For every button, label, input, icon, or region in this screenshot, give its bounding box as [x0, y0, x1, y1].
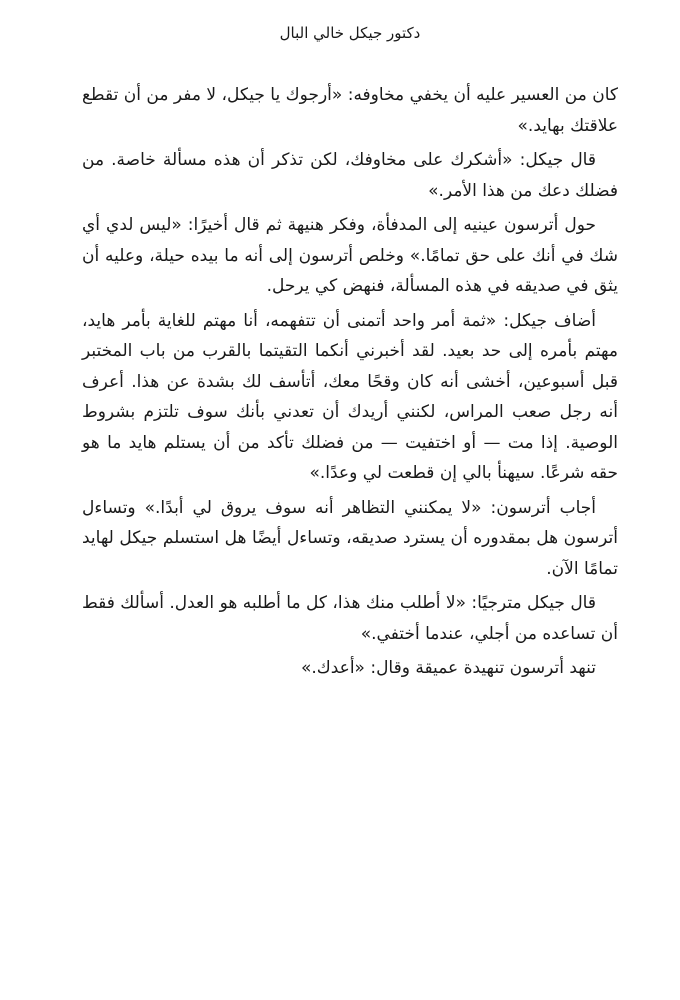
paragraph: قال جيكل: «أشكرك على مخاوفك، لكن تذكر أن هذه مسألة خاصة. من فضلك دعك من هذا الأمر.»	[82, 150, 618, 201]
paragraph: كان من العسير عليه أن يخفي مخاوفه: «أرجوك يا جيكل، لا مفر من أن تقطع علاقتك بهايد.»	[82, 85, 618, 136]
running-header: دكتور جيكل خالي البال	[279, 24, 421, 42]
paragraph: أضاف جيكل: «ثمة أمر واحد أتمنى أن تتفهمه، أنا مهتم للغاية بأمر هايد، مهتم بأمره إلى حد بعيد. لقد أخبرني أنكما التقيتما بالقرب من باب المختبر قبل أسبوعين، أخشى أنه كان وقحًا معك، أتأسف لك بشدة عن هذا. أعرف أنه رجل صعب المراس، لكنني أريدك أن تعدني بأنك سوف تلتزم بشروط الوصية. إذا مت — أو اختفيت — من فضلك تأكد من أن يستلم هايد ما هو حقه شرعًا. سيهنأ بالي إن قطعت لي وعدًا.»	[82, 310, 618, 483]
paragraph: قال جيكل مترجيًا: «لا أطلب منك هذا، كل ما أطلبه هو العدل. أسألك فقط أن تساعده من أجلي، عندما أختفي.»	[82, 593, 618, 644]
body-text	[82, 80, 618, 684]
paragraph: أجاب أترسون: «لا يمكنني التظاهر أنه سوف يروق لي أبدًا.» وتساءل أترسون هل بمقدوره أن يسترد صديقه، وتساءل أيضًا هل استسلم جيكل لهايد تمامًا الآن.	[82, 497, 618, 579]
paragraph: تنهد أترسون تنهيدة عميقة وقال: «أعدك.»	[300, 658, 596, 678]
paragraph: حول أترسون عينيه إلى المدفأة، وفكر هنيهة ثم قال أخيرًا: «ليس لدي أي شك في أنك على حق تمامًا.» وخلص أترسون إلى أنه ما بيده حيلة، وعليه أن يثق في صديقه في هذه المسألة، فنهض كي يرحل.	[82, 215, 618, 296]
